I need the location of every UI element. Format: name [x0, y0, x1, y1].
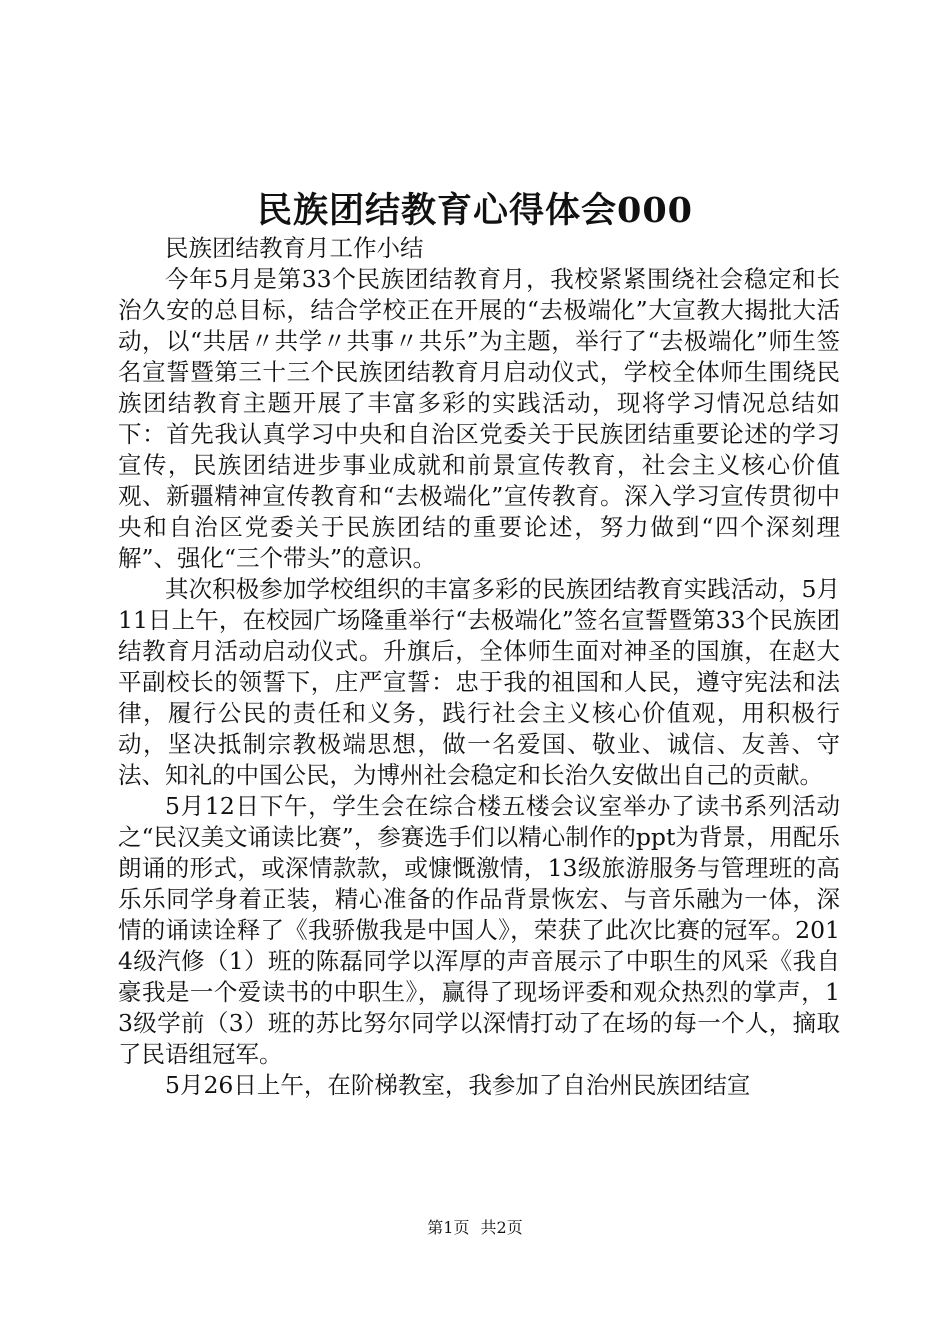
page-number-current: 第1页 [427, 1218, 470, 1237]
paragraph-4: 5月26日上午，在阶梯教室，我参加了自治州民族团结宣 [165, 1071, 751, 1099]
page-footer [0, 1216, 950, 1240]
paragraph-1: 今年5月是第33个民族团结教育月，我校紧紧围绕社会稳定和长治久安的总目标，结合学校正在开展的“去极端化”大宣教大揭批大活动，以“共居〃共学〃共事〃共乐”为主题，举行了“去极端化”师生签名宣誓暨第三十三个民族团结教育月启动仪式，学校全体师生围绕民族团结教育主题开展了丰富多彩的实践活动，现将学习情况总结如下：首先我认真学习中央和自治区党委关于民族团结重要论述的学习宣传，民族团结进步事业成就和前景宣传教育，社会主义核心价值观、新疆精神宣传教育和“去极端化”宣传教育。深入学习宣传贯彻中央和自治区党委关于民族团结的重要论述，努力做到“四个深刻理解”、强化“三个带头”的意识。 [118, 265, 840, 572]
document-body [118, 233, 840, 1101]
document-subtitle: 民族团结教育月工作小结 [165, 234, 424, 262]
document-title: 民族团结教育心得体会000 [256, 190, 694, 231]
paragraph-2: 其次积极参加学校组织的丰富多彩的民族团结教育实践活动，5月11日上午，在校园广场隆重举行“去极端化”签名宣誓暨第33个民族团结教育月活动启动仪式。升旗后，全体师生面对神圣的国旗，在赵大平副校长的领誓下，庄严宣誓：忠于我的祖国和人民，遵守宪法和法律，履行公民的责任和义务，践行社会主义核心价值观，用积极行动，坚决抵制宗教极端思想，做一名爱国、敬业、诚信、友善、守法、知礼的中国公民，为博州社会稳定和长治久安做出自己的贡献。 [118, 575, 840, 789]
page-number-total: 共2页 [480, 1218, 523, 1237]
paragraph-3: 5月12日下午，学生会在综合楼五楼会议室举办了读书系列活动之“民汉美文诵读比赛”，参赛选手们以精心制作的ppt为背景，用配乐朗诵的形式，或深情款款，或慷慨激情，13级旅游服务与管理班的高乐乐同学身着正装，精心准备的作品背景恢宏、与音乐融为一体，深情的诵读诠释了《我骄傲我是中国人》，荣获了此次比赛的冠军。2014级汽修（1）班的陈磊同学以浑厚的声音展示了中职生的风采《我自豪我是一个爱读书的中职生》，赢得了现场评委和观众热烈的掌声，13级学前（3）班的苏比努尔同学以深情打动了在场的每一个人，摘取了民语组冠军。 [118, 792, 840, 1068]
